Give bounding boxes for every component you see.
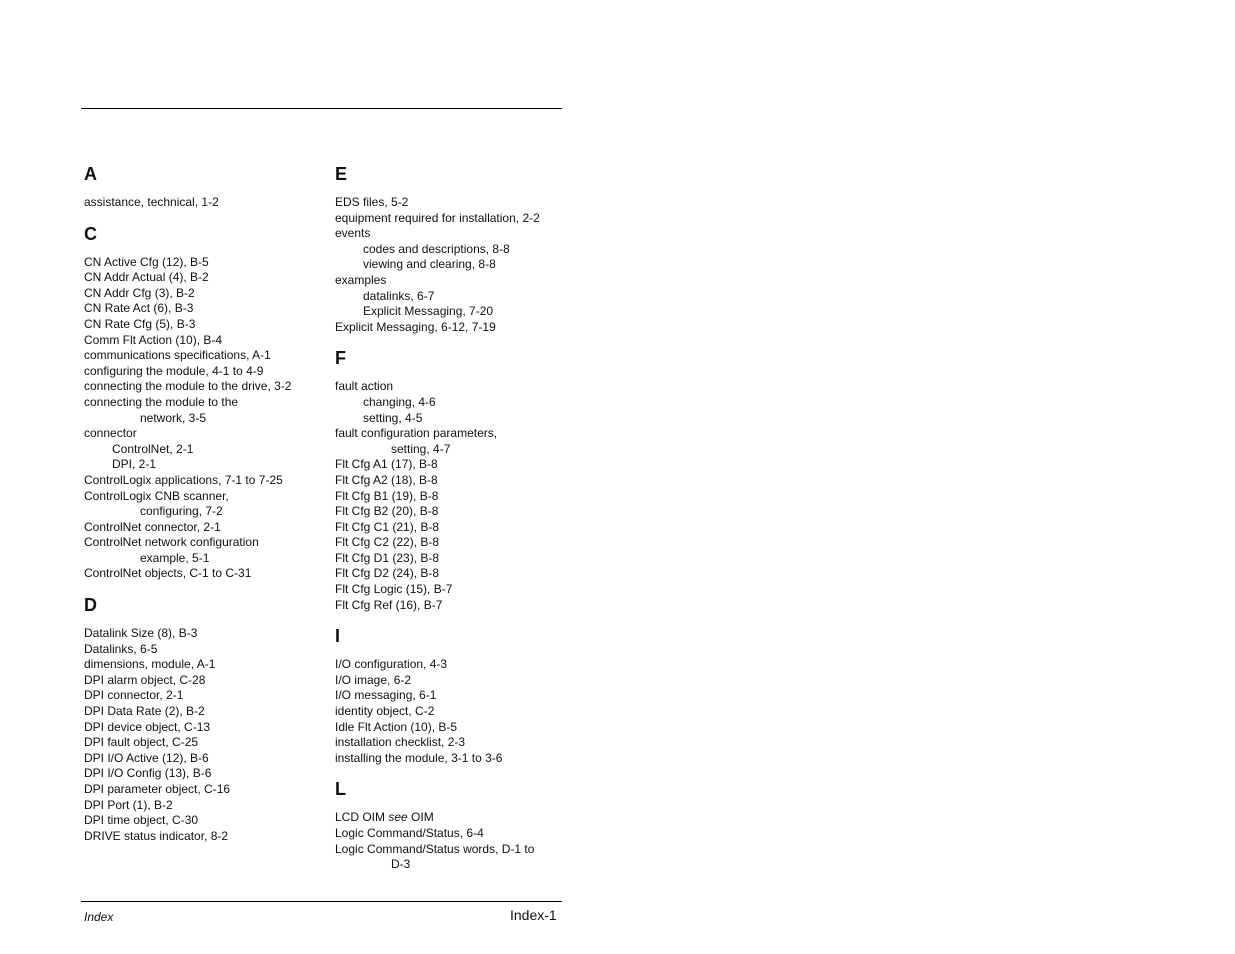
- index-entry: DPI device object, C-13: [84, 719, 211, 734]
- section-letter: C: [84, 223, 97, 244]
- index-entry: DPI Data Rate (2), B-2: [84, 704, 205, 719]
- index-section-a: [84, 163, 320, 211]
- index-entry: connecting the module to the drive, 3-2: [84, 379, 292, 394]
- index-entry: DPI, 2-1: [112, 457, 157, 472]
- index-entry: setting, 4-5: [363, 410, 423, 425]
- index-entry: I/O messaging, 6-1: [335, 688, 437, 703]
- index-entry: Explicit Messaging, 6-12, 7-19: [335, 319, 496, 334]
- index-entry: fault configuration parameters,: [335, 426, 498, 441]
- index-entry: configuring the module, 4-1 to 4-9: [84, 363, 264, 378]
- index-entry: Flt Cfg B1 (19), B-8: [335, 488, 439, 503]
- footer-page-number: Index-1: [510, 907, 557, 923]
- section-letter: D: [84, 595, 97, 616]
- index-entry: CN Rate Cfg (5), B-3: [84, 316, 196, 331]
- index-section-i: [335, 625, 565, 766]
- index-entry: DPI I/O Config (13), B-6: [84, 766, 212, 781]
- index-entry: Flt Cfg D2 (24), B-8: [335, 566, 440, 581]
- index-entry: DPI Port (1), B-2: [84, 797, 173, 812]
- index-entry: CN Addr Actual (4), B-2: [84, 270, 209, 285]
- index-column-left: [84, 163, 320, 856]
- index-entry: D-3: [391, 857, 411, 872]
- index-entry: events: [335, 226, 371, 241]
- index-entry: ControlNet connector, 2-1: [84, 519, 221, 534]
- index-entry: ControlLogix CNB scanner,: [84, 488, 229, 503]
- index-entry: viewing and clearing, 8-8: [363, 257, 496, 272]
- index-entry: DPI fault object, C-25: [84, 735, 199, 750]
- footer-rule: [81, 901, 562, 902]
- index-entry: DPI connector, 2-1: [84, 688, 184, 703]
- index-entry: assistance, technical, 1-2: [84, 195, 219, 209]
- index-entry: installing the module, 3-1 to 3-6: [335, 750, 503, 765]
- index-entry: DPI alarm object, C-28: [84, 672, 206, 687]
- index-entry: example, 5-1: [140, 550, 210, 565]
- index-entry: Flt Cfg A2 (18), B-8: [335, 472, 438, 487]
- section-letter: A: [84, 164, 97, 184]
- index-entry: connector: [84, 426, 137, 441]
- index-entry: Datalink Size (8), B-3: [84, 626, 198, 641]
- index-entry: ControlLogix applications, 7-1 to 7-25: [84, 472, 283, 487]
- index-entry: DPI I/O Active (12), B-6: [84, 750, 209, 765]
- index-entry: examples: [335, 272, 387, 287]
- index-entry: DPI parameter object, C-16: [84, 782, 231, 796]
- index-entry: equipment required for installation, 2-2: [335, 210, 540, 225]
- index-entry: Flt Cfg D1 (23), B-8: [335, 550, 440, 565]
- index-entry: Flt Cfg B2 (20), B-8: [335, 504, 439, 519]
- index-entry: Idle Flt Action (10), B-5: [335, 719, 458, 734]
- section-letter: E: [335, 164, 348, 184]
- index-entry: ControlNet objects, C-1 to C-31: [84, 566, 252, 581]
- index-entry: Explicit Messaging, 7-20: [363, 304, 494, 319]
- entry-text-after: OIM: [407, 810, 434, 825]
- index-entry: Flt Cfg C1 (21), B-8: [335, 519, 440, 534]
- index-entry: CN Active Cfg (12), B-5: [84, 254, 209, 269]
- footer-section-label: Index: [84, 910, 114, 924]
- index-entry: communications specifications, A-1: [84, 348, 271, 363]
- index-section-f: [335, 347, 565, 613]
- index-column-right: [335, 163, 565, 885]
- index-entry: installation checklist, 2-3: [335, 735, 466, 750]
- index-entry: Logic Command/Status, 6-4: [335, 826, 484, 840]
- index-entry: identity object, C-2: [335, 704, 435, 719]
- index-entry: datalinks, 6-7: [363, 288, 435, 303]
- index-entry: DPI time object, C-30: [84, 813, 199, 828]
- index-entry: CN Addr Cfg (3), B-2: [84, 285, 195, 300]
- index-entry: EDS files, 5-2: [335, 195, 409, 209]
- index-entry: setting, 4-7: [391, 441, 451, 456]
- index-entry: ControlNet, 2-1: [112, 441, 194, 456]
- index-entry: codes and descriptions, 8-8: [363, 241, 510, 256]
- index-entry: configuring, 7-2: [140, 504, 223, 519]
- index-entry: [335, 810, 565, 826]
- index-entry: I/O configuration, 4-3: [335, 657, 448, 672]
- index-entry: dimensions, module, A-1: [84, 657, 216, 672]
- index-entry: DRIVE status indicator, 8-2: [84, 828, 229, 843]
- section-letter: L: [335, 779, 346, 800]
- entry-text: LCD OIM: [335, 810, 389, 825]
- index-entry: changing, 4-6: [363, 394, 436, 409]
- index-entry: connecting the module to the: [84, 394, 239, 409]
- entry-see-reference: see: [388, 810, 408, 825]
- index-entry: Flt Cfg Logic (15), B-7: [335, 582, 453, 597]
- index-entry: Flt Cfg A1 (17), B-8: [335, 457, 438, 472]
- index-entry: I/O image, 6-2: [335, 672, 412, 687]
- index-section-d: [84, 594, 320, 844]
- section-letter: F: [335, 348, 346, 369]
- index-entry: CN Rate Act (6), B-3: [84, 301, 194, 316]
- index-section-e: [335, 163, 565, 335]
- index-section-l: [335, 778, 565, 872]
- section-letter: I: [335, 626, 341, 647]
- index-entry: Logic Command/Status words, D-1 to: [335, 841, 535, 856]
- index-entry: Flt Cfg Ref (16), B-7: [335, 597, 443, 612]
- index-entry: fault action: [335, 379, 394, 394]
- index-entry: Datalinks, 6-5: [84, 641, 158, 656]
- index-entry: ControlNet network configuration: [84, 535, 259, 550]
- index-entry: Flt Cfg C2 (22), B-8: [335, 535, 440, 550]
- index-entry: Comm Flt Action (10), B-4: [84, 332, 223, 347]
- index-section-c: [84, 223, 320, 582]
- header-rule: [81, 108, 562, 109]
- index-entry: network, 3-5: [140, 410, 207, 425]
